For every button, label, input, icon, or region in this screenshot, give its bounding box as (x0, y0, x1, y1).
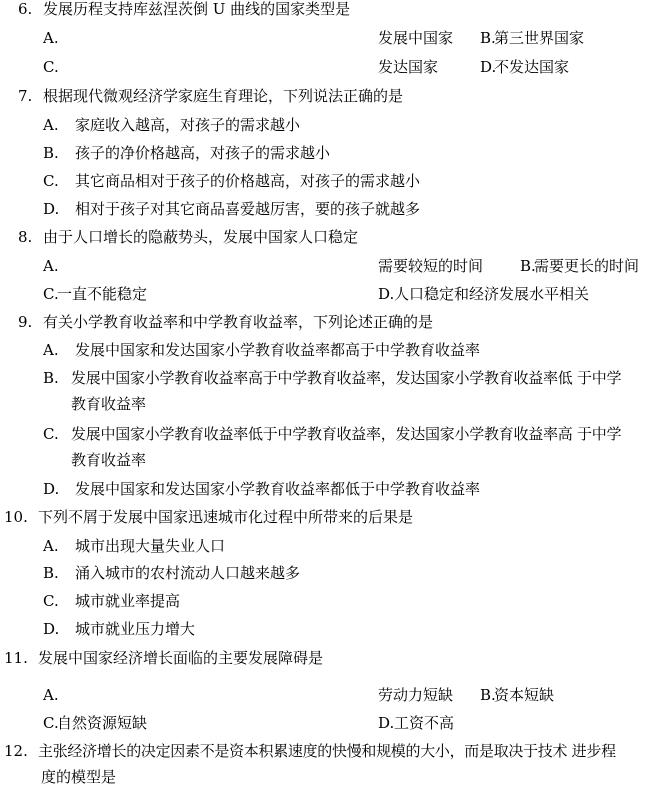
question-number: 12. (4, 742, 28, 760)
option-text-b-continued: 教育收益率 (71, 395, 147, 413)
option-letter-c: C. (43, 172, 59, 190)
question-stem: 下列不屑于发展中国家迅速城市化过程中所带来的后果是 (38, 508, 414, 526)
option-text-b: 涌入城市的农村流动人口越来越多 (75, 564, 301, 582)
option-letter-c: C. (43, 285, 59, 303)
option-text-a: 需要较短的时间 (378, 257, 484, 275)
option-letter-a: A. (43, 686, 59, 704)
option-text-a: 劳动力短缺 (378, 686, 454, 704)
option-letter-d: D. (378, 714, 395, 732)
option-text-c: 自然资源短缺 (57, 714, 148, 732)
option-letter-b: B. (480, 29, 496, 47)
option-text-d: 相对于孩子对其它商品喜爱越厉害，要的孩子就越多 (75, 200, 421, 218)
question-number: 8. (18, 228, 33, 246)
question-stem: 发展中国家经济增长面临的主要发展障碍是 (38, 649, 324, 667)
option-text-c-continued: 教育收益率 (71, 451, 147, 469)
question-stem: 由于人口增长的隐蔽势头，发展中国家人口稳定 (43, 228, 359, 246)
option-text-c: 发展中国家小学教育收益率低于中学教育收益率，发达国家小学教育收益率高 于中学 (71, 425, 622, 443)
option-text-b: 孩子的净价格越高，对孩子的需求越小 (75, 144, 331, 162)
option-letter-c: C. (43, 592, 59, 610)
option-letter-b: B. (43, 144, 59, 162)
option-text-c: 一直不能稳定 (57, 285, 148, 303)
option-letter-b: B. (43, 369, 59, 387)
option-letter-d: D. (480, 58, 497, 76)
option-letter-b: B. (480, 686, 496, 704)
option-text-a: 发展中国家 (378, 29, 454, 47)
option-text-c: 城市就业率提高 (75, 592, 181, 610)
question-stem: 根据现代微观经济学家庭生育理论，下列说法正确的是 (43, 87, 404, 105)
option-letter-b: B. (520, 257, 536, 275)
option-text-b: 第三世界国家 (494, 29, 585, 47)
question-number: 9. (18, 313, 33, 331)
option-letter-d: D. (43, 480, 60, 498)
option-letter-d: D. (43, 200, 60, 218)
option-text-d: 人口稳定和经济发展水平相关 (394, 285, 590, 303)
option-text-a: 城市出现大量失业人口 (75, 537, 226, 555)
option-letter-c: C. (43, 714, 59, 732)
option-letter-a: A. (43, 257, 59, 275)
question-stem: 有关小学教育收益率和中学教育收益率，下列论述正确的是 (43, 313, 434, 331)
option-text-a: 发展中国家和发达国家小学教育收益率都高于中学教育收益率 (75, 341, 481, 359)
question-stem-continued: 度的模型是 (41, 768, 117, 786)
option-text-d: 不发达国家 (494, 58, 570, 76)
question-number: 11. (4, 649, 28, 667)
option-letter-a: A. (43, 537, 59, 555)
question-stem: 发展历程支持库兹涅茨倒 U 曲线的国家类型是 (43, 0, 351, 18)
option-letter-a: A. (43, 341, 59, 359)
option-text-d: 城市就业压力增大 (75, 620, 196, 638)
option-letter-a: A. (43, 29, 59, 47)
question-number: 7. (18, 87, 33, 105)
option-text-b: 发展中国家小学教育收益率高于中学教育收益率，发达国家小学教育收益率低 于中学 (71, 369, 622, 387)
option-text-d: 工资不高 (394, 714, 455, 732)
option-text-c: 其它商品相对于孩子的价格越高，对孩子的需求越小 (75, 172, 421, 190)
question-stem: 主张经济增长的决定因素不是资本积累速度的快慢和规模的大小，而是取决于技术 进步程 (38, 742, 616, 760)
question-number: 6. (18, 0, 33, 18)
option-letter-a: A. (43, 116, 59, 134)
option-text-d: 发展中国家和发达国家小学教育收益率都低于中学教育收益率 (75, 480, 481, 498)
option-text-c: 发达国家 (378, 58, 439, 76)
option-letter-d: D. (378, 285, 395, 303)
option-text-b: 需要更长的时间 (534, 257, 640, 275)
question-number: 10. (4, 508, 28, 526)
option-letter-c: C. (43, 58, 59, 76)
option-letter-c: C. (43, 425, 59, 443)
option-letter-b: B. (43, 564, 59, 582)
option-text-a: 家庭收入越高，对孩子的需求越小 (75, 116, 301, 134)
option-text-b: 资本短缺 (494, 686, 555, 704)
option-letter-d: D. (43, 620, 60, 638)
